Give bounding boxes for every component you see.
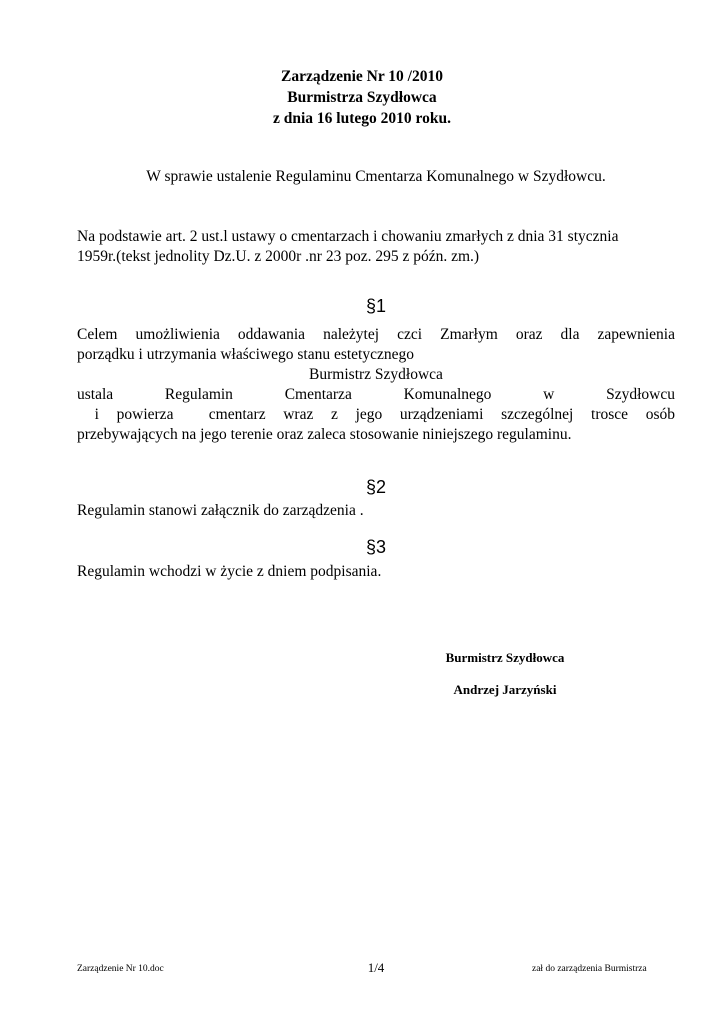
- footer-attachment-note: zał do zarządzenia Burmistrza: [532, 964, 647, 974]
- section-2-sign: §2: [365, 477, 387, 497]
- section-1-sign: §1: [365, 296, 387, 316]
- footer-page-number: 1/4: [367, 960, 385, 975]
- section-1-line-2: porządku i utrzymania właściwego stanu estetycznego: [77, 346, 415, 363]
- section-3-text: Regulamin wchodzi w życie z dniem podpisania.: [77, 563, 382, 580]
- section-1-body: [77, 325, 675, 445]
- legal-basis-line-1: Na podstawie art. 2 ust.l ustawy o cmentarzach i chowaniu zmarłych z dnia 31 stycznia: [77, 228, 619, 245]
- header-date: z dnia 16 lutego 2010 roku.: [273, 110, 451, 127]
- document-header: [0, 66, 724, 129]
- signature-name: Andrzej Jarzyński: [453, 682, 557, 697]
- document-subject: W sprawie ustalenie Regulaminu Cmentarza Komunalnego w Szydłowcu.: [146, 168, 606, 185]
- header-title: Zarządzenie Nr 10 /2010: [280, 68, 443, 85]
- legal-basis: [77, 227, 677, 267]
- legal-basis-line-2: 1959r.(tekst jednolity Dz.U. z 2000r .nr 23 poz. 295 z późn. zm.): [77, 248, 480, 265]
- section-1-line-3: Burmistrz Szydłowca: [309, 366, 443, 383]
- section-1-line-6: przebywających na jego terenie oraz zaleca stosowanie niniejszego regulaminu.: [77, 426, 572, 443]
- signature-title: Burmistrz Szydłowca: [445, 650, 565, 665]
- section-3-sign: §3: [365, 537, 387, 557]
- section-1-line-5: i powierza cmentarz wraz z jego urządzeniami szczególnej trosce osób: [77, 406, 675, 423]
- footer-filename: Zarządzenie Nr 10.doc: [77, 964, 164, 974]
- section-1-line-4: ustala Regulamin Cmentarza Komunalnego w Szydłowcu: [77, 386, 675, 403]
- header-issuer: Burmistrza Szydłowca: [287, 89, 437, 106]
- section-1-line-1: Celem umożliwienia oddawania należytej czci Zmarłym oraz dla zapewnienia: [77, 326, 675, 343]
- section-2-text: Regulamin stanowi załącznik do zarządzenia .: [77, 502, 364, 519]
